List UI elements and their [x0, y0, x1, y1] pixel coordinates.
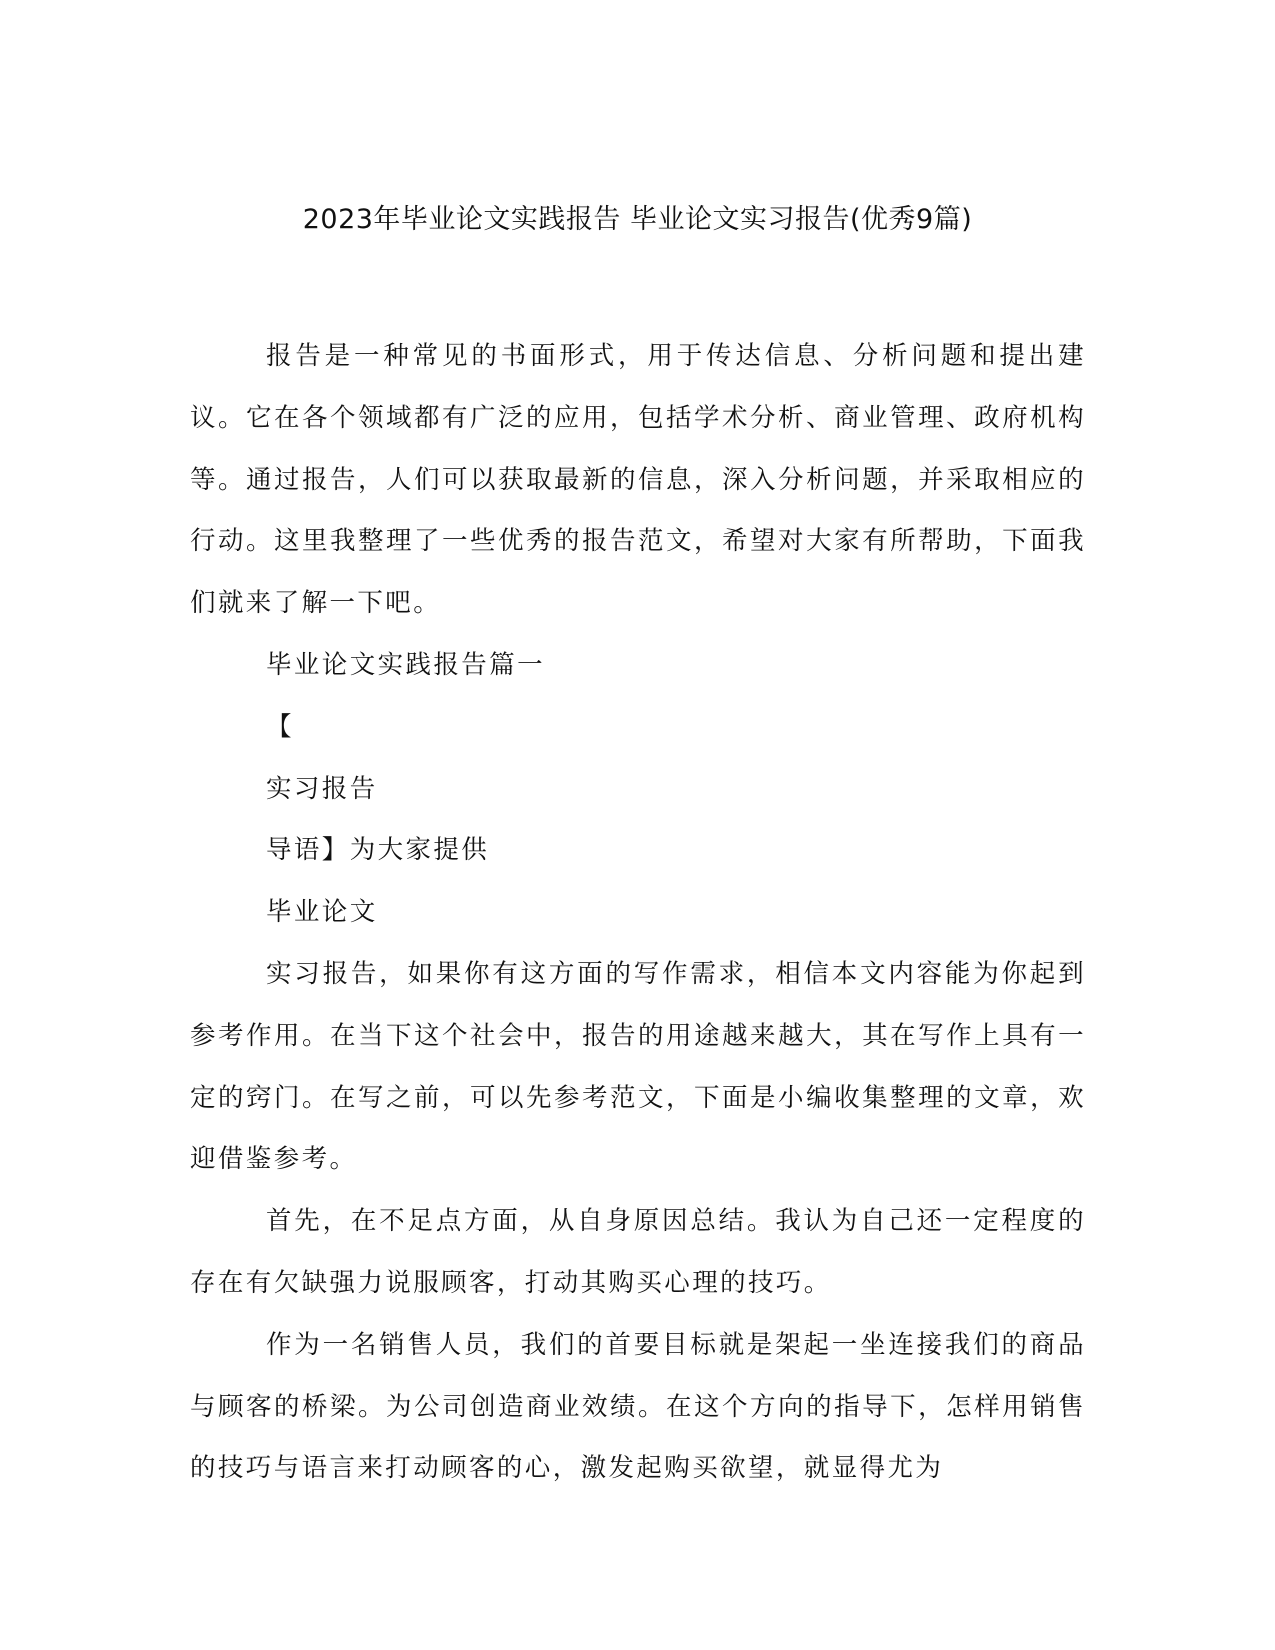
paragraph-bracket-open: 【: [266, 711, 294, 742]
section-heading-part-one: 毕业论文实践报告篇一: [266, 649, 546, 680]
paragraph-intro: 报告是一种常见的书面形式，用于传达信息、分析问题和提出建议。它在各个领域都有广泛的应用，包括学术分析、商业管理、政府机构等。通过报告，人们可以获取最新的信息，深入分析问题，并采取相应的行动。这里我整理了一些优秀的报告范文，希望对大家有所帮助，下面我们就来了解一下吧。: [190, 341, 1086, 619]
paragraph-shortcomings: 首先，在不足点方面，从自身原因总结。我认为自己还一定程度的存在有欠缺强力说服顾客，打动其购买心理的技巧。: [190, 1206, 1086, 1298]
paragraph-graduation-thesis: 毕业论文: [266, 897, 378, 928]
paragraph-sales-goal: 作为一名销售人员，我们的首要目标就是架起一坐连接我们的商品与顾客的桥梁。为公司创造商业效绩。在这个方向的指导下，怎样用销售的技巧与语言来打动顾客的心，激发起购买欲望，就显得尤为: [190, 1329, 1086, 1484]
document-body: [190, 326, 1086, 1500]
paragraph-internship-report: 实习报告: [266, 773, 378, 804]
paragraph-guide: 导语】为大家提供: [266, 835, 490, 866]
document-title: 2023年毕业论文实践报告 毕业论文实习报告(优秀9篇): [302, 204, 973, 235]
paragraph-report-usage: 实习报告，如果你有这方面的写作需求，相信本文内容能为你起到参考作用。在当下这个社会中，报告的用途越来越大，其在写作上具有一定的窍门。在写之前，可以先参考范文，下面是小编收集整理的文章，欢迎借鉴参考。: [190, 958, 1086, 1175]
